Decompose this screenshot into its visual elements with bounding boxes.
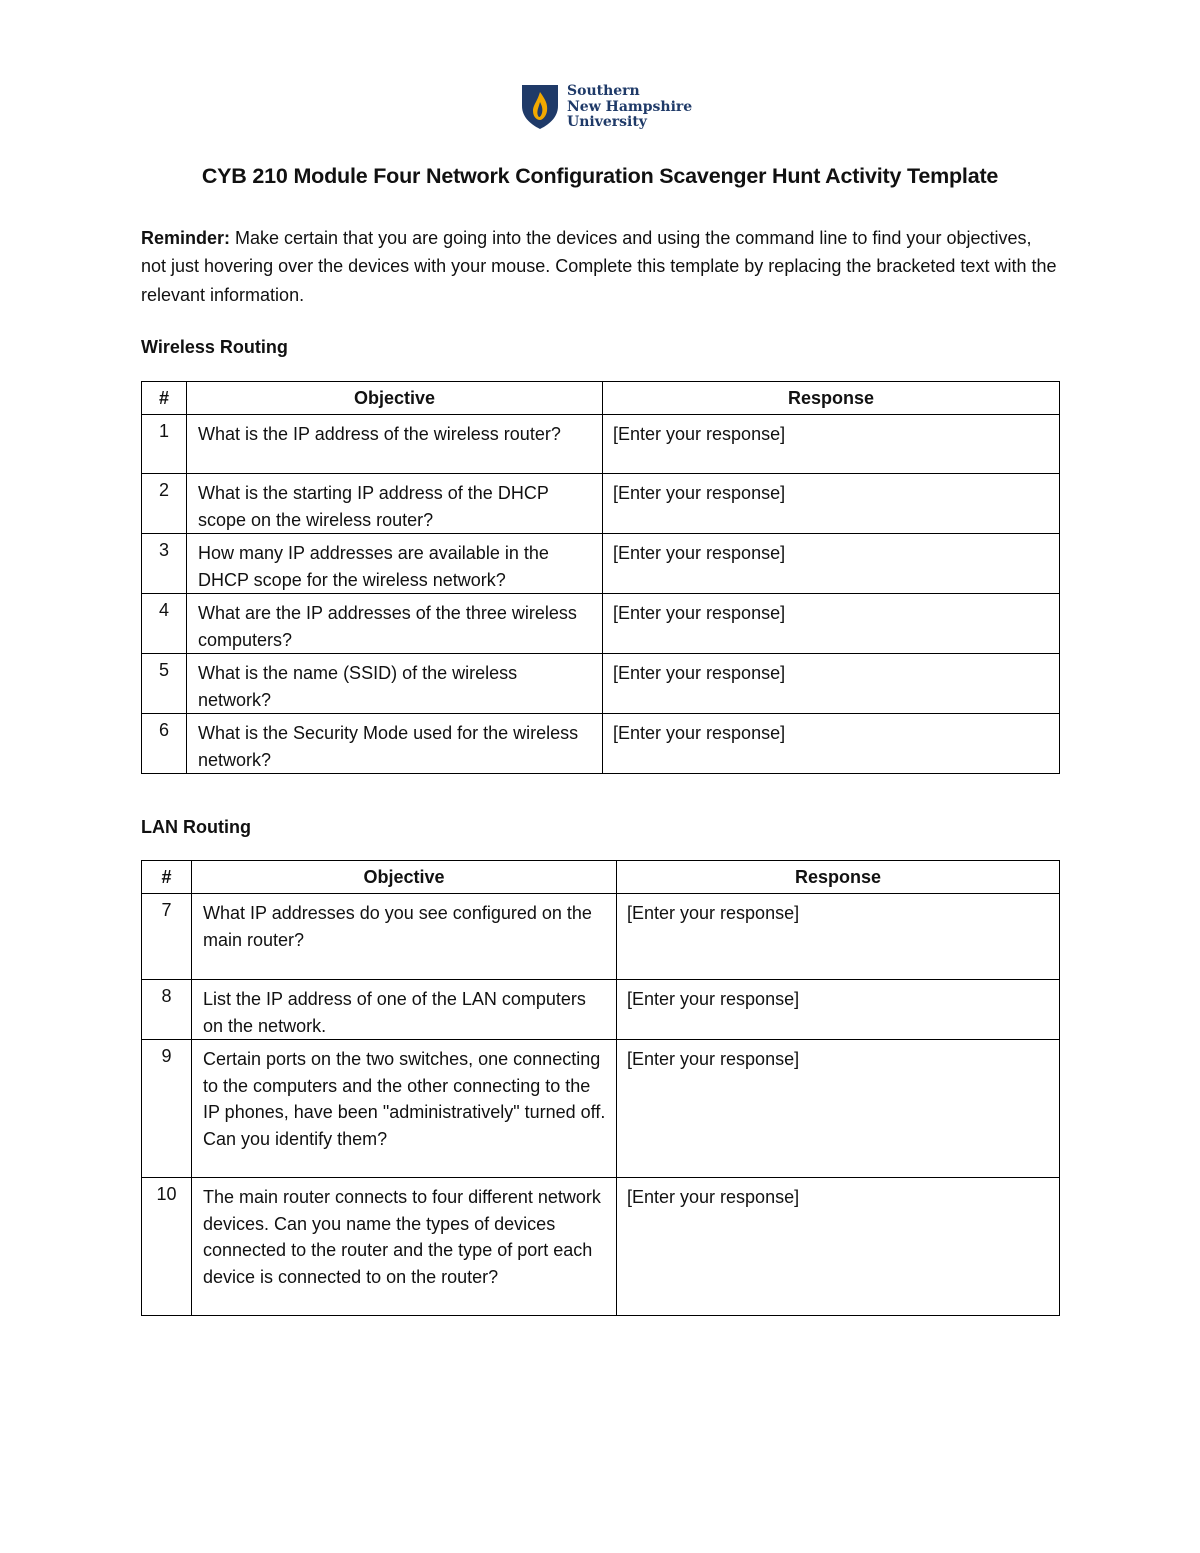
response-field[interactable]: [Enter your response]	[603, 654, 1060, 714]
wireless-routing-heading: Wireless Routing	[141, 337, 288, 357]
response-field[interactable]: [Enter your response]	[603, 714, 1060, 774]
row-number: 5	[142, 654, 187, 714]
objective-cell: What IP addresses do you see configured on the main router?	[192, 894, 617, 980]
response-field[interactable]: [Enter your response]	[617, 894, 1060, 980]
response-field[interactable]: [Enter your response]	[603, 594, 1060, 654]
objective-cell: The main router connects to four different network devices. Can you name the types of devices connected to the router and the type of port each device is connected to on the router?	[192, 1178, 617, 1316]
logo-line-1: Southern	[567, 83, 640, 99]
lan-routing-heading: LAN Routing	[141, 817, 251, 837]
objective-cell: What are the IP addresses of the three wireless computers?	[187, 594, 603, 654]
reminder-text: Make certain that you are going into the devices and using the command line to find your objectives, not just hovering over the devices with your mouse. Complete this template by replacing the bracketed text with the relevant information.	[141, 228, 1057, 305]
university-logo	[521, 84, 691, 134]
row-number: 10	[142, 1178, 192, 1316]
table-row	[142, 534, 1060, 594]
row-number: 4	[142, 594, 187, 654]
objective-cell: Certain ports on the two switches, one connecting to the computers and the other connecting to the IP phones, have been "administratively" turned off. Can you identify them?	[192, 1040, 617, 1178]
row-number: 6	[142, 714, 187, 774]
objective-cell: What is the Security Mode used for the wireless network?	[187, 714, 603, 774]
response-field[interactable]: [Enter your response]	[617, 980, 1060, 1040]
objective-cell: What is the starting IP address of the DHCP scope on the wireless router?	[187, 474, 603, 534]
column-header-objective: Objective	[187, 382, 603, 415]
table-row	[142, 415, 1060, 474]
row-number: 2	[142, 474, 187, 534]
shield-flame-icon	[521, 84, 559, 130]
table-header-row	[142, 382, 1060, 415]
objective-cell: List the IP address of one of the LAN computers on the network.	[192, 980, 617, 1040]
column-header-objective: Objective	[192, 861, 617, 894]
column-header-number: #	[142, 382, 187, 415]
column-header-response: Response	[617, 861, 1060, 894]
table-row	[142, 980, 1060, 1040]
reminder-paragraph	[141, 224, 1061, 309]
response-field[interactable]: [Enter your response]	[617, 1040, 1060, 1178]
wireless-routing-table	[141, 381, 1060, 774]
row-number: 8	[142, 980, 192, 1040]
document-title: CYB 210 Module Four Network Configuration Scavenger Hunt Activity Template	[201, 164, 999, 188]
response-field[interactable]: [Enter your response]	[603, 415, 1060, 474]
table-row	[142, 594, 1060, 654]
response-field[interactable]: [Enter your response]	[617, 1178, 1060, 1316]
objective-cell: How many IP addresses are available in the DHCP scope for the wireless network?	[187, 534, 603, 594]
response-field[interactable]: [Enter your response]	[603, 534, 1060, 594]
table-row	[142, 894, 1060, 980]
lan-routing-table	[141, 860, 1060, 1316]
table-row	[142, 1178, 1060, 1316]
reminder-label: Reminder:	[141, 228, 231, 248]
row-number: 9	[142, 1040, 192, 1178]
table-row	[142, 1040, 1060, 1178]
objective-cell: What is the IP address of the wireless router?	[187, 415, 603, 474]
row-number: 1	[142, 415, 187, 474]
table-row	[142, 714, 1060, 774]
row-number: 3	[142, 534, 187, 594]
logo-wordmark	[567, 84, 692, 131]
row-number: 7	[142, 894, 192, 980]
table-row	[142, 654, 1060, 714]
objective-cell: What is the name (SSID) of the wireless network?	[187, 654, 603, 714]
column-header-number: #	[142, 861, 192, 894]
column-header-response: Response	[603, 382, 1060, 415]
logo-line-2: New Hampshire	[567, 98, 693, 115]
response-field[interactable]: [Enter your response]	[603, 474, 1060, 534]
logo-line-3: University	[567, 114, 647, 130]
table-header-row	[142, 861, 1060, 894]
table-row	[142, 474, 1060, 534]
